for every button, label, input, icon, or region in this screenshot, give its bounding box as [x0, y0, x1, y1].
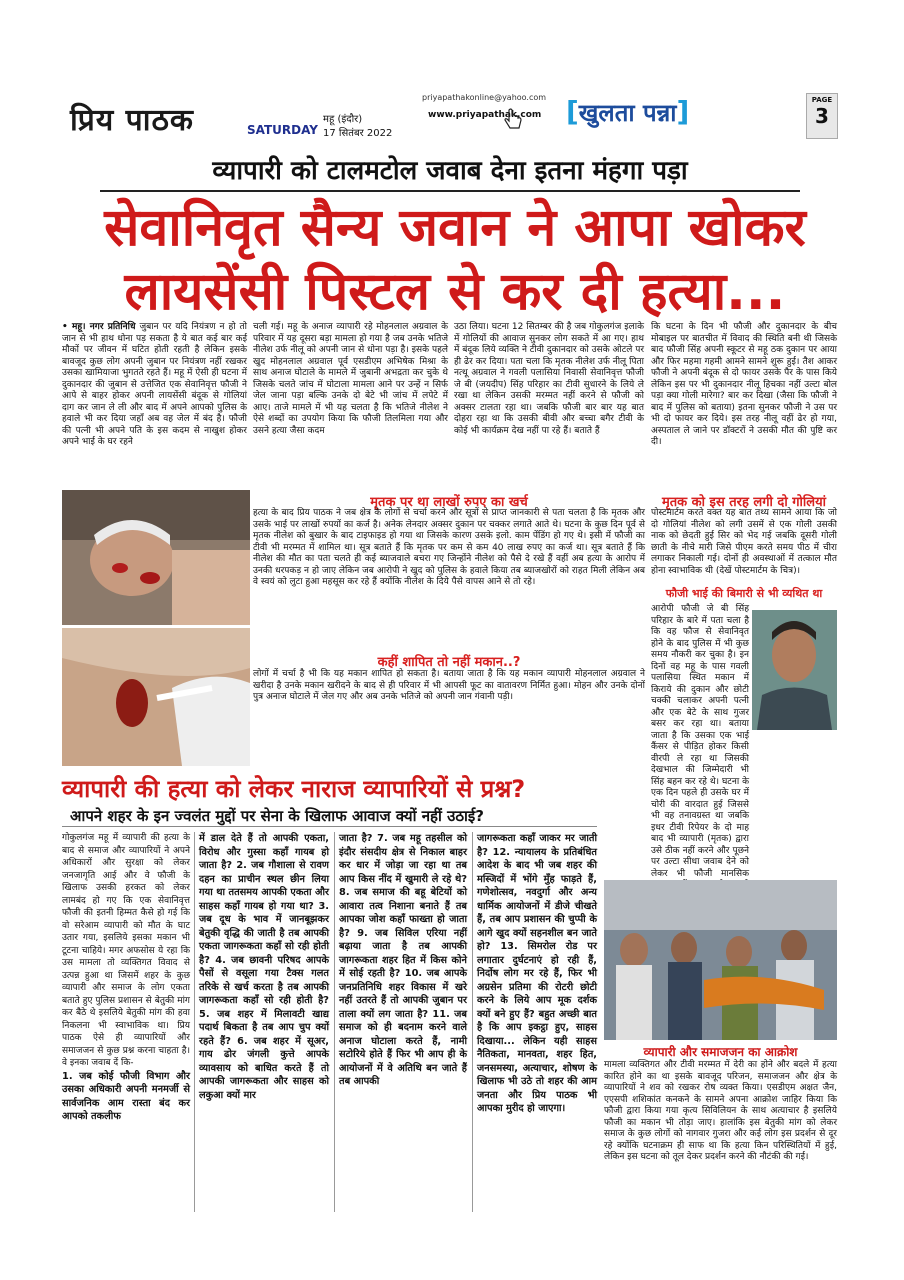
page-number-box	[806, 93, 838, 139]
main-headline-line1: सेवानिवृत सैन्य जवान ने आपा खोकर	[104, 198, 806, 258]
questions-column-2: में डाल देते हैं तो आपकी एकता, विरोध और गुस्सा कहाँ गायब हो जाता है? 2. जब गौशाला से रावण दहन का प्राचीन स्थल छीन लिया गया था ततसमय आपकी एकता और साहस कहाँ गायब हो गया था? 3. जब दूध के भाव में जानबूझकर बेतुकी वृद्धि की जाती है तब आपकी एकता जागरूकता कहाँ सो रही होती है? 4. जब छावनी परिषद आपके पैसों से वसूला गया टैक्स गलत तरिके से खर्च करता है तब आपकी जागरूकता कहाँ सो रही होती है? 5. जब शहर में मिलावटी खाद्य पदार्थ बिकता है तब आप चुप क्यों रहते हैं? 6. जब शहर में सूअर, गाय ढोर जंगली कुत्ते आपके व्यावसाय को बाधित करते हैं तो आपकी जागरूकता और साहस को लकुआ क्यों मार	[199, 833, 329, 1101]
box-curse-text: लोगों में चर्चा है भी कि यह मकान शापित हो सकता है। बताया जाता है कि यह मकान व्यापारी मोहनलाल अग्रवाल ने खरीदा है उनके मकान खरीदने के बाद से ही परिवार में भी आपसी फूट का वातावरण निर्मित हुआ। मोहन और उनके दोनों पुत्र अनाज घोटाले में जेल गए और अब उनके भतिजे को अपनी जान गंवानी पड़ी।	[253, 669, 645, 702]
protest-photo	[604, 880, 837, 1040]
questions-column-3: जाता है? 7. जब महू तहसील को इंदौर संसदीय क्षेत्र से निकाल बाहर कर धार में जोड़ा जा रहा था तब आप किस नींद में खुमारी ले रहे थे? 8. जब समाज की बहू बेटियों को आवारा तत्व निशाना बनाते हैं तब आपका जोश कहाँ फाख्ता हो जाता है? 9. जब सिविल एरिया नहीं बढ़ाया जाता है तब आपकी जागरूकता शहर हित में किस कोने में सोई रहती है? 10. जब आपके जनप्रतिनिधि शहर विकास में खरे नहीं उतरते हैं तो आपकी जुबान पर ताला क्यों लग जाता है? 11. जब समाज को ही बदनाम करने वाले अनाज घोटाला करते हैं, नामी सटोरिये होते हैं फिर भी आप ही के आयोजनों में वे अतिथि बन जाते हैं तब आपकी	[339, 833, 467, 1087]
page-label: PAGE	[811, 96, 833, 104]
protest-caption: व्यापारी और समाजजन का आक्रोश	[643, 1045, 798, 1059]
box-bullets-text: पोस्टमार्टम करते वक्त यह बात तथ्य सामने आया कि जो दो गोलियां नीलेश को लगी उसमें से एक गोली उसकी नाक को छेदती हुई सिर को भेद गई जबकि दूसरी गोली छाती के नीचे मारी जिसे पीएम करते समय पीठ में चीरा लगाकर निकाली गई। दोनों ही अवस्थाओं में तत्काल मौत होना स्वाभाविक थी (देखें पोस्टमार्टम के चित्र)।	[651, 508, 837, 576]
accused-photo	[752, 610, 837, 730]
newspaper-logo: प्रिय पाठक	[70, 103, 194, 138]
secondary-deck: आपने शहर के इन ज्वलंत मुद्दों पर सेना के खिलाफ आवाज क्यों नहीं उठाई?	[70, 807, 484, 825]
box-bullets-title: मृतक को इस तरह लगी दो गोलियां	[661, 495, 827, 510]
article-column-2: चली गई। महू के अनाज व्यापारी रहे मोहनलाल अग्रवाल के परिवार में यह दूसरा बड़ा मामला हो गया है जब उनके भतिजे नीलेश उर्फ नीलू को अपनी जान से धोना पड़ा है। इसके पहले खुद मोहनलाल अग्रवाल पूर्व एसडीएम अभिषेक मिश्रा के साथ अनाज घोटाले के मामले में जुबानी अभद्रता कर चुके थे जिसके चलते जांच में घोटाला मामला आने पर उन्हें न सिर्फ जेल जाना पड़ा बल्कि उनके दो बेटे भी जांच में लपेटे में आए। ताजे मामले में भी यह चलता है कि भतिजे नीलेश ने ऐसे शब्दों का उपयोग किया कि फौजी तिलमिला गया और उसने हत्या जैसा कदम	[253, 322, 448, 436]
masthead-day: SATURDAY	[247, 123, 318, 137]
column-divider	[194, 832, 195, 1212]
column-divider	[334, 832, 335, 1212]
secondary-headline: व्यापारी की हत्या को लेकर नाराज व्यापारियों से प्रश्न?	[62, 775, 526, 803]
box-curse-title: कहीं शापित तो नहीं मकान..?	[377, 655, 521, 670]
masthead-city: महू (इंदौर)	[323, 114, 363, 125]
box-brother-text: आरोपी फौजी जे बी सिंह परिहार के बारे में पता चला है कि वह फौज से सेवानिवृत होने के बाद पुलिस में भी कुछ समय नौकरी कर चुका है। इन दिनों वह महू के पास गवली पलासिया स्थित मकान में किराये की दुकान और छोटी चक्की चलाकर अपनी पत्नी और एक बेटे के साथ गुजर बसर कर रहा था। बताया जाता है कि उसका एक भाई कैंसर से पीड़ित होकर किसी वीरपी ले रहा था जिसकी देखभाल की जिम्मेदारी भी सिंह बहन कर रहे थे। घटना के एक दिन पहले ही उसके घर में चोरी की वारदात हुई जिससे भी वह तनावग्रस्त था जबकि इधर टीवी रिपेयर के दो माह बाद भी व्यापारी (मृतक) द्वारा उसे ठीक नहीं करने और पूछने पर उल्टा सीधा जवाब देने को लेकर भी फौजी मानसिक	[651, 604, 749, 879]
protest-text: मामला व्यक्तिगत और टीवी मरम्मत में देरी का होने और बदले में हत्या कारित होने का था इसके बावजूद परिजन, समाजजन और क्षेत्र के व्यापारियों ने शव को रखकर रोष व्यक्त किया। एसडीएम अक्षत जैन, एएसपी शशिकांत कनकने के सामने अपना आक्रोश जाहिर किया कि फौजी द्वारा किया गया कृत्य सिविलियन के साथ अत्याचार है इसलिये फौजी का मकान भी तोड़ा जाए। हालांकि इस बेतुकी मांग को लेकर समाज के कुछ लोगों को नागवार गुजरा और कई लोग इस प्रदर्शन से दूर रहे क्योंकि घटनाक्रम ही साफ था कि हत्या किन परिस्थितियों में हुई, लेकिन इस घटना को तूल देकर प्रदर्शन करने की नौटंकी की गई।	[604, 1060, 837, 1162]
accused-photo-illustration	[752, 610, 837, 730]
dateline: • महू। नगर प्रतिनिधि	[62, 322, 136, 332]
article-column-3: उठा लिया। घटना 12 सितम्बर की है जब गोकुलगंज इलाके में गोलियों की आवाज सुनकर लोग सकते में आ गए। हाथ में बंदूक लिये व्यक्ति ने टीवी दुकानदार को उसके ओटले पर ही ढेर कर दिया। पता चला कि मृतक नीलेश उर्फ नीलू पिता नत्थू अग्रवाल ने गवली पलासिया निवासी सेवानिवृत्त फौजी जे बी (जयदीप) सिंह परिहार का टीवी सुधारने के लिये ले रखा था लेकिन उसकी मरम्मत नहीं करने से फौजी को अक्सर टालता रहा था। जबकि फौजी बार बार यह बात दोहरा रहा था कि उसकी बीवी और बच्चा बगैर टीवी के कोई भी कार्यक्रम देख नहीं पा रहे हैं। बताते हैं	[454, 322, 644, 436]
box-brother-text-upper	[651, 604, 749, 879]
main-headline	[40, 196, 870, 324]
questions-column-1	[62, 832, 190, 1214]
masthead-date: 17 सितंबर 2022	[323, 128, 393, 139]
article-column-4: कि घटना के दिन भी फौजी और दुकानदार के बीच मोबाइल पर बातचीत में विवाद की स्थिति बनी थी जिसके बाद फौजी सिंह अपनी स्कूटर से महू ठक दुकान पर आया और फिर महमा गहमी आमने सामने शुरू हुई। तैश आकर फौजी ने अपनी बंदूक से दो फायर उसके पैर के पास किये लेकिन इस पर भी दुकानदार नीलू हिचका नहीं उल्टा बोल पड़ा क्या गोली मारेगा? बार कर दिखा (जैसा कि फौजी ने बाद में पुलिस को बताया) इतना सुनकर फौजी ने उस पर भी दो फायर कर दिये। इस तरह नीलू वहीं ढेर हो गया, अस्पताल ले जाने पर डॉक्टरों ने उसकी मौत की पुष्टि कर दी।	[651, 322, 837, 447]
victim-photo	[62, 490, 250, 625]
main-headline-line2: लायसेंसी पिस्टल से कर दी हत्या...	[124, 262, 786, 322]
question-1: 1. जब कोई फौजी विभाग और उसका अधिकारी अपनी मनमर्जी से सार्वजनिक आम रास्ता बंद कर आपको तकलीफ	[62, 1070, 190, 1122]
postmortem-photo-illustration	[62, 628, 250, 766]
box-brother-title: फौजी भाई की बिमारी से भी व्यथित था	[665, 587, 823, 600]
article-col1-text: जुबान पर यदि नियंत्रण न हो तो जान से भी हाथ धोना पड़ सकता है ये बात कई बार कई मौकों पर जीवन में घटित होती रहती है लेकिन इसके बावजूद कुछ लोग अपनी जुबान पर नियंत्रण नहीं रखकर उसका खामियाजा भुगतते रहते हैं। महू में ऐसी ही घटना में दुकानदार की जुबान से उत्तेजित एक सेवानिवृत्त फौजी ने आपे से बाहर होकर अपनी लायसेंसी बंदूक से गोलियां दाग कर जान ले ली और बाद में अपने आपको पुलिस के हवाले भी कर दिया जहाँ अब वह जेल में बंद है। फौजी की पत्नी भी अपने पति के इस कदम से नाखुश होकर अपने भाई के घर रहने	[62, 322, 247, 447]
article-column-1	[62, 322, 247, 482]
questions-column-4: जागरूकता कहाँ जाकर मर जाती है? 12. न्यायालय के प्रतिबंधित आदेश के बाद भी जब शहर की मस्जिदों में भोंगे मुँह फाड़ते हैं, गणेशोत्सव, नवदुर्गा और अन्य धार्मिक आयोजनों में डीजे चीखते हैं, तब आप प्रशासन की चुप्पी के आगे खुद क्यों सहनशील बन जाते हो? 13. सिमरोल रोड पर लगातार दुर्घटनाएं हो रही हैं, निर्दोष लोग मर रहे हैं, फिर भी अग्रसेन प्रतिमा की रोटरी छोटी करने के लिये आप मूक दर्शक क्यों बने हुए हैं? बहुत अच्छी बात है कि आप इकट्ठा हुए, साहस दिखाया... लेकिन यही साहस नैतिकता, मानवता, शहर हित, जनसमस्या, अत्याचार, शोषण के खिलाफ भी उठे तो शहर की आम जनता और प्रिय पाठक भी आपका मुरीद हो जाएगा।	[477, 833, 597, 1114]
questions-intro: गोकुलगंज महू में व्यापारी की हत्या के बाद से समाज और व्यापारियों ने अपने अधिकारों और सुरक्षा को लेकर जनजागृति आई और वे फौजी के खिलाफ उसकी हरकत को लेकर लामबंद हो गए कि एक सेवानिवृत्त फौजी की इतनी हिम्मत कैसे हो गई कि वो सरेआम व्यापारी को मौत के घाट उतार गया, इसलिये इसका मकान भी टूटना चाहिये। मगर अफसोस ये रहा कि उस मामला तो व्यक्तिगत विवाद से उत्पन्न हुआ था जिसमें शहर के कुछ व्यापारी और समाज के लोग एकता बताते हुए पुलिस प्रशासन से बेतुकी मांग कर बैठे थे इसलिये बेतुकी मांग की हवा निकलना भी स्वाभाविक था। प्रिय पाठक ऐसे ही व्यापारियों और समाजजन से कुछ प्रश्न करना चाहता है। वे इनका जवाब दें कि-	[62, 833, 190, 1068]
masthead-website: www.priyapathak.com	[428, 110, 542, 120]
column-divider	[472, 832, 473, 1212]
box-loan-text: हत्या के बाद प्रिय पाठक ने जब क्षेत्र के लोगों से चर्चा करने और सूत्रों से प्राप्त जानकारी से पता चलता है कि मृतक और उसके भाई पर लाखों रुपयों का कर्ज है। अनेक लेनदार अक्सर दुकान पर चक्कर लगाते आते थे। घटना के कुछ दिन पूर्व से मृतक नीलेश को बुखार के बाद टाइफाइड हो गया था जिसके कारण उसके इलो. काम पेंडिंग हो गए थे। इसी में फौजी का टीवी भी मरम्मत में शामिल था। सूत्र बताते हैं कि मृतक पर कम से कम 40 लाख रुपए का कर्ज था। सूत्र बताते हैं कि नीलेश की मौत का पता चलते ही कई ब्याजवाले बचरा गए जिन्होंने नीलेश को पैसे दे रखे हैं वहीं अब हत्या के आरोप में उनकी धरपकड़ न हो जाए लेकिन जब आरोपी ने खुद को पुलिस के हवाले किया तब ब्याजखोरों को राहत मिली लेकिन अब वे स्वयं को लुटा हुआ महसूस कर रहे हैं क्योंकि नीलेश के दिये पैसे वापस आने से तो रहे।	[253, 508, 645, 587]
page-number: 3	[815, 104, 829, 128]
victim-photo-illustration	[62, 490, 250, 625]
kicker-headline: व्यापारी को टालमटोल जवाब देना इतना मंहगा पड़ा	[212, 156, 688, 186]
pointing-hand-icon	[502, 108, 524, 132]
masthead-email: priyapathakonline@yahoo.com	[422, 93, 547, 102]
kicker-divider	[100, 190, 800, 192]
box-loan-title: मृतक पर था लाखों रुपए का खर्च	[370, 495, 528, 510]
postmortem-photo	[62, 628, 250, 766]
protest-photo-illustration	[604, 880, 837, 1040]
deck-divider	[62, 826, 597, 827]
section-title: [खुलता पन्ना]	[566, 95, 690, 128]
